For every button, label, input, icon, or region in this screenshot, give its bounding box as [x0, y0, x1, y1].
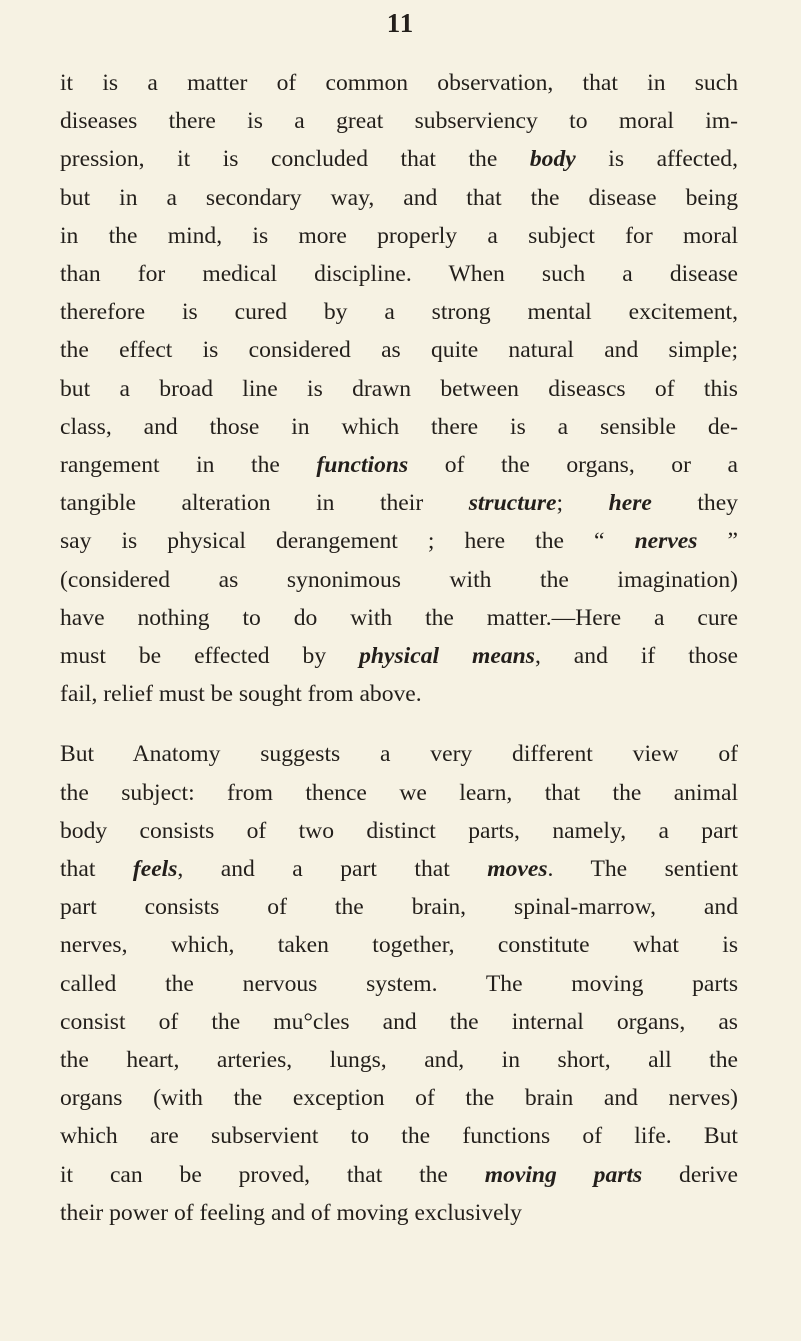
text-line: body consists of two distinct parts, namely, a part — [60, 817, 738, 844]
emphasized-text: moves — [487, 856, 548, 883]
text-line: organs (with the exception of the brain and nerves) — [60, 1085, 738, 1112]
text-line: consist of the mu°cles and the internal organs, as — [60, 1008, 738, 1035]
text-line: the effect is considered as quite natural and simple; — [60, 337, 738, 364]
text-line: pression, it is concluded that the body is affected, — [60, 146, 738, 173]
emphasized-text: feels — [132, 856, 178, 883]
emphasized-text: nerves — [634, 528, 698, 555]
text-line: it can be proved, that the moving parts derive — [60, 1161, 738, 1188]
emphasized-text: body — [529, 146, 576, 173]
text-line: called the nervous system. The moving parts — [60, 970, 738, 997]
text-line: than for medical discipline. When such a disease — [60, 261, 738, 288]
text-line: but a broad line is drawn between diseascs of this — [60, 375, 738, 402]
text-line: (considered as synonimous with the imagination) — [60, 566, 738, 593]
text-line: rangement in the functions of the organs, or a — [60, 452, 738, 479]
page-number: 11 — [386, 8, 415, 38]
text-line: which are subservient to the functions of life. But — [60, 1123, 738, 1150]
text-line: their power of feeling and of moving exclusively — [60, 1199, 522, 1226]
text-line: but in a secondary way, and that the disease being — [60, 184, 738, 211]
text-line: class, and those in which there is a sensible de- — [60, 413, 738, 440]
text-line: must be effected by physical means, and if those — [60, 643, 739, 670]
text-line: the heart, arteries, lungs, and, in short, all the — [60, 1047, 738, 1074]
paragraph-gap — [60, 713, 738, 735]
emphasized-text: functions — [316, 452, 409, 479]
text-line: part consists of the brain, spinal-marrow, and — [60, 894, 738, 921]
text-line: that feels, and a part that moves. The sentient — [60, 856, 739, 883]
paragraph — [60, 64, 738, 713]
paragraph — [60, 735, 738, 1232]
text-line: in the mind, is more properly a subject for moral — [60, 222, 738, 249]
text-line: say is physical derangement ; here the “ nerves ” — [60, 528, 738, 555]
text-line: it is a matter of common observation, that in such — [60, 70, 738, 96]
text-line: the subject: from thence we learn, that the animal — [60, 779, 738, 806]
text-line: But Anatomy suggests a very different view of — [60, 741, 738, 768]
text-line: nerves, which, taken together, constitute what is — [60, 932, 738, 959]
page-body — [60, 64, 738, 1232]
text-line: therefore is cured by a strong mental excitement, — [60, 299, 738, 326]
emphasized-text: physical means — [359, 643, 535, 670]
text-line: tangible alteration in their structure; here they — [60, 490, 738, 517]
emphasized-text: here — [608, 490, 652, 517]
text-line: fail, relief must be sought from above. — [60, 681, 422, 708]
text-line: diseases there is a great subserviency to moral im- — [60, 108, 738, 135]
emphasized-text: structure — [468, 490, 557, 517]
emphasized-text: moving parts — [484, 1161, 643, 1188]
text-line: have nothing to do with the matter.—Here a cure — [60, 604, 738, 631]
